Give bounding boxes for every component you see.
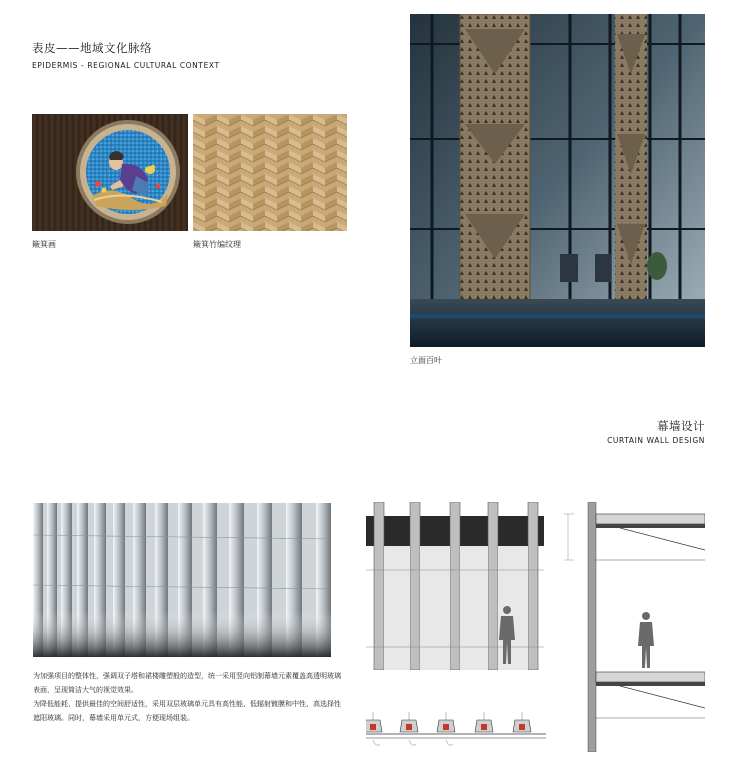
elevation-drawing [366, 502, 544, 670]
fins-render [33, 503, 331, 657]
description-paragraph-1: 为加强项目的整体性，强调双子塔和裙楼雕塑般的造型，统一采用竖向铝制幕墙元素覆盖高透明玻璃表面，呈现简洁大气的视觉效果。 [33, 672, 341, 694]
section-svg [560, 502, 705, 752]
painting-illustration [32, 114, 188, 231]
description-text [33, 669, 343, 725]
fins-image [33, 503, 331, 657]
facade-image [410, 14, 705, 347]
section-title: 幕墙设计 [657, 419, 705, 433]
painting-image [32, 114, 188, 231]
section-subtitle: CURTAIN WALL DESIGN [607, 436, 705, 445]
weave-image [193, 114, 347, 231]
plan-detail-drawing [366, 700, 546, 752]
plan-svg [366, 700, 546, 752]
elevation-svg [366, 502, 544, 670]
facade-caption: 立面百叶 [410, 356, 442, 365]
facade-render [410, 14, 705, 347]
section-detail-drawing [560, 502, 705, 752]
weave-caption: 簸箕竹编纹理 [193, 240, 241, 249]
painting-caption: 簸箕画 [32, 240, 56, 249]
description-paragraph-2: 为降低能耗、提供最佳的空间舒适性，采用双层玻璃单元具有高性能、低辐射镀膜和中性、高选择性遮阳玻璃。同时，幕墙采用单元式，方便现场组装。 [33, 700, 341, 722]
weave-texture [193, 114, 347, 231]
page-title: 表皮——地域文化脉络 [32, 41, 152, 55]
page-subtitle: EPIDERMIS - REGIONAL CULTURAL CONTEXT [32, 61, 220, 70]
